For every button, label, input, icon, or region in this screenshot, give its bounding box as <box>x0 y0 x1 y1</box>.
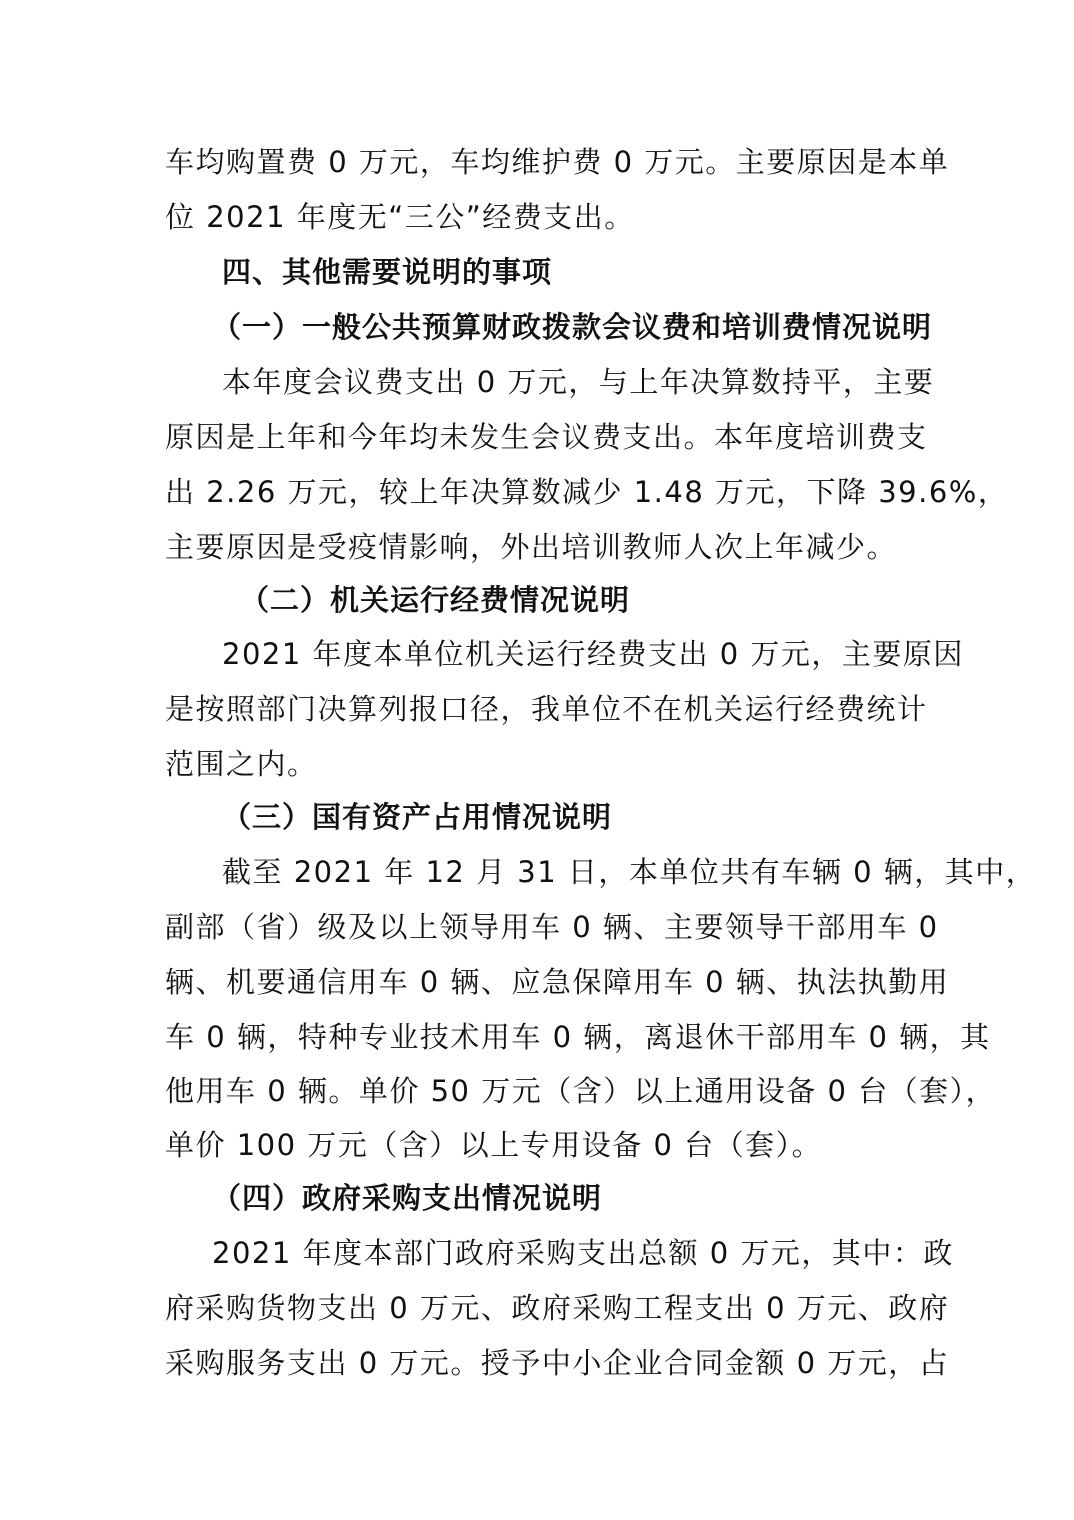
meeting-line-4: 主要原因是受疫情影响，外出培训教师人次上年减少。 <box>165 530 898 564</box>
subsection-heading-3: （三）国有资产占用情况说明 <box>222 800 613 834</box>
assets-line-5: 他用车 0 辆。单价 50 万元（含）以上通用设备 0 台（套）， <box>165 1074 997 1108</box>
sangong-line-1: 车均购置费 0 万元，车均维护费 0 万元。主要原因是本单 <box>165 145 950 179</box>
assets-line-4: 车 0 辆，特种专业技术用车 0 辆，离退休干部用车 0 辆，其 <box>165 1020 991 1054</box>
operation-line-1: 2021 年度本单位机关运行经费支出 0 万元，主要原因 <box>222 637 964 671</box>
meeting-line-3: 出 2.26 万元，较上年决算数减少 1.48 万元，下降 39.6%， <box>165 475 1009 509</box>
procurement-line-3: 采购服务支出 0 万元。授予中小企业合同金额 0 万元，占 <box>165 1346 950 1380</box>
assets-line-3: 辆、机要通信用车 0 辆、应急保障用车 0 辆、执法执勤用 <box>165 965 950 999</box>
meeting-line-1: 本年度会议费支出 0 万元，与上年决算数持平，主要 <box>222 365 935 399</box>
subsection-heading-1: （一）一般公共预算财政拨款会议费和培训费情况说明 <box>212 310 933 344</box>
assets-line-6: 单价 100 万元（含）以上专用设备 0 台（套）。 <box>165 1128 823 1162</box>
section-heading-4: 四、其他需要说明的事项 <box>222 255 553 289</box>
subsection-heading-2: （二）机关运行经费情况说明 <box>240 583 631 617</box>
operation-line-2: 是按照部门决算列报口径，我单位不在机关运行经费统计 <box>165 692 928 726</box>
procurement-line-1: 2021 年度本部门政府采购支出总额 0 万元，其中：政 <box>212 1236 954 1270</box>
operation-line-3: 范围之内。 <box>165 747 318 781</box>
subsection-heading-4: （四）政府采购支出情况说明 <box>212 1181 603 1215</box>
meeting-line-2: 原因是上年和今年均未发生会议费支出。本年度培训费支 <box>165 420 928 454</box>
procurement-line-2: 府采购货物支出 0 万元、政府采购工程支出 0 万元、政府 <box>165 1291 950 1325</box>
assets-line-1: 截至 2021 年 12 月 31 日，本单位共有车辆 0 辆，其中， <box>222 855 1037 889</box>
assets-line-2: 副部（省）级及以上领导用车 0 辆、主要领导干部用车 0 <box>165 910 939 944</box>
sangong-line-2: 位 2021 年度无“三公”经费支出。 <box>165 200 635 234</box>
